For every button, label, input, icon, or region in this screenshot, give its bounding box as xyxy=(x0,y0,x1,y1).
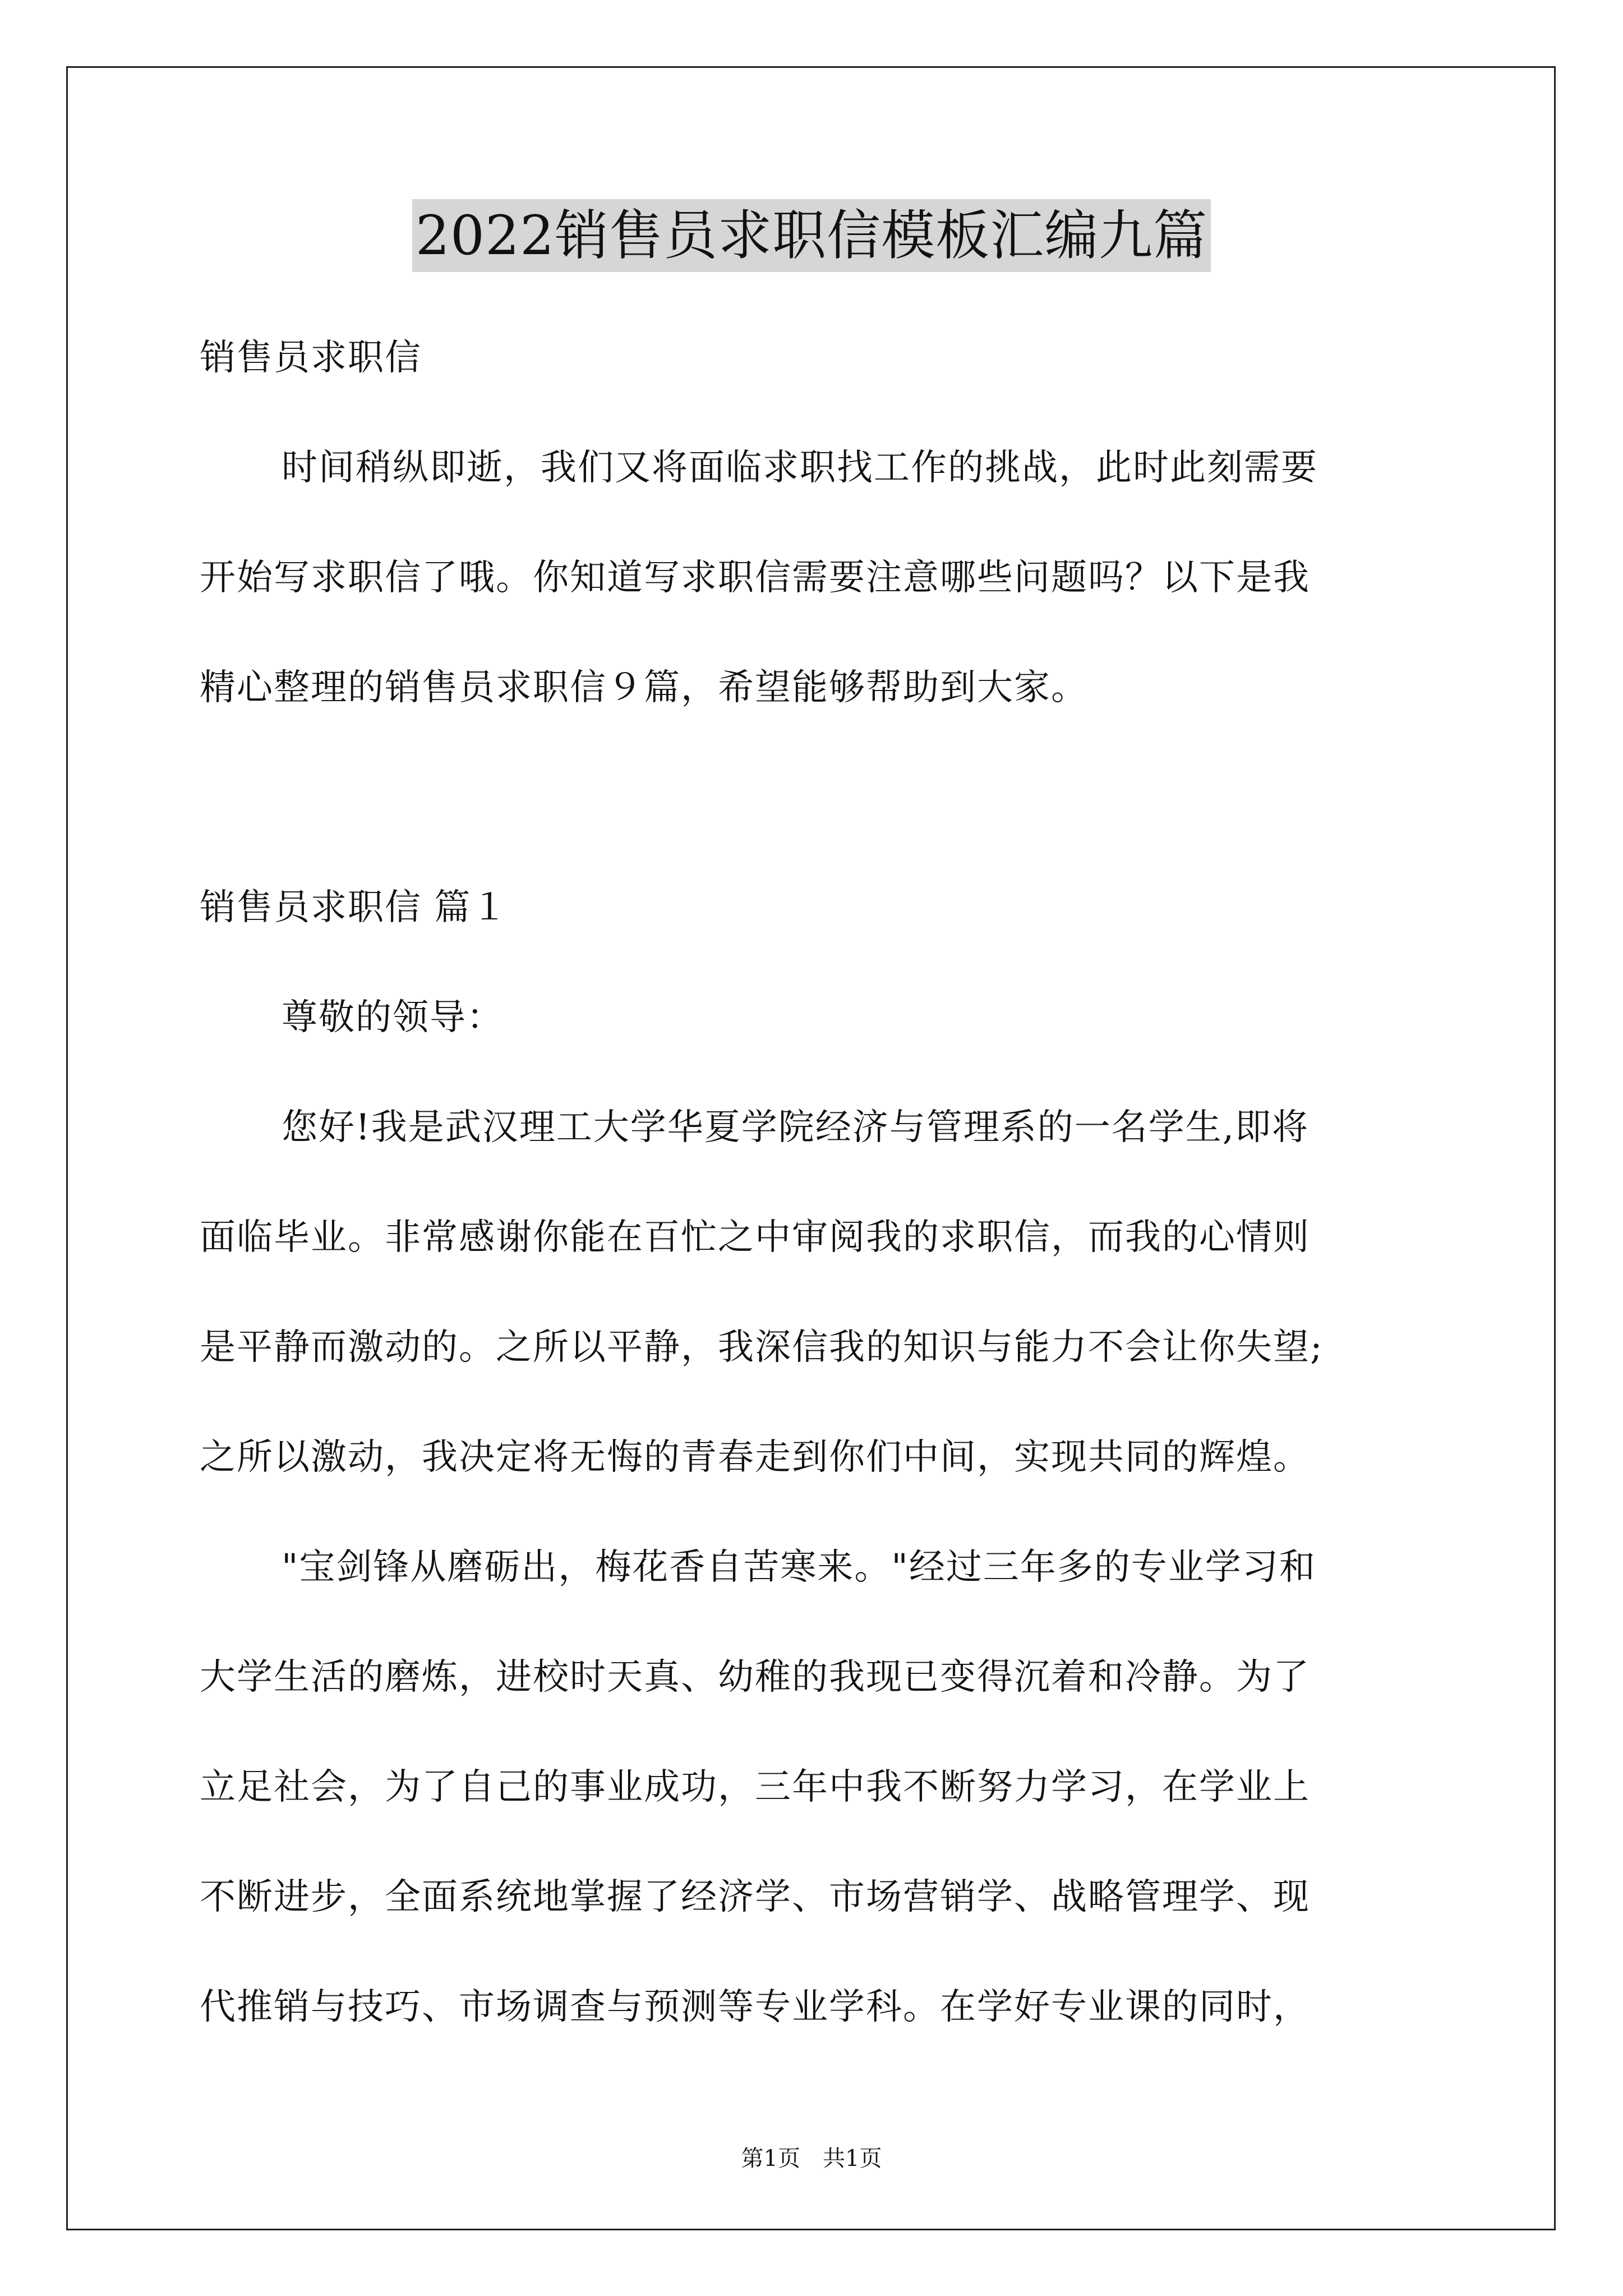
document-body xyxy=(200,303,1433,2062)
salutation: 尊敬的领导： xyxy=(282,997,504,1038)
body-line: 大学生活的磨炼，进校时天真、幼稚的我现已变得沉着和冷静。为了 xyxy=(200,1657,1310,1698)
section-heading: 销售员求职信 xyxy=(200,337,422,379)
intro-line: 精心整理的销售员求职信９篇，希望能够帮助到大家。 xyxy=(200,667,1088,708)
title-wrap xyxy=(0,199,1623,272)
body-line: 之所以激动，我决定将无悔的青春走到你们中间，实现共同的辉煌。 xyxy=(200,1437,1310,1478)
body-line: 代推销与技巧、市场调查与预测等专业学科。在学好专业课的同时， xyxy=(200,1986,1310,2028)
body-line: 是平静而激动的。之所以平静，我深信我的知识与能力不会让你失望; xyxy=(200,1327,1324,1368)
section-heading: 销售员求职信 篇１ xyxy=(200,887,509,928)
body-line: 立足社会，为了自己的事业成功，三年中我不断努力学习，在学业上 xyxy=(200,1766,1310,1808)
body-line: "宝剑锋从磨砺出，梅花香自苦寒来。"经过三年多的专业学习和 xyxy=(282,1547,1316,1588)
body-line: 不断进步，全面系统地掌握了经济学、市场营销学、战略管理学、现 xyxy=(200,1876,1310,1918)
intro-line: 开始写求职信了哦。你知道写求职信需要注意哪些问题吗？以下是我 xyxy=(200,557,1310,599)
page-footer: 第1页 共1页 xyxy=(741,2146,882,2171)
intro-line: 时间稍纵即逝，我们又将面临求职找工作的挑战，此时此刻需要 xyxy=(282,447,1318,489)
paragraph-gap xyxy=(200,743,1433,853)
document-title: 2022销售员求职信模板汇编九篇 xyxy=(412,199,1211,272)
body-line: 面临毕业。非常感谢你能在百忙之中审阅我的求职信，而我的心情则 xyxy=(200,1217,1310,1258)
body-line: 您好!我是武汉理工大学华夏学院经济与管理系的一名学生,即将 xyxy=(282,1107,1310,1148)
